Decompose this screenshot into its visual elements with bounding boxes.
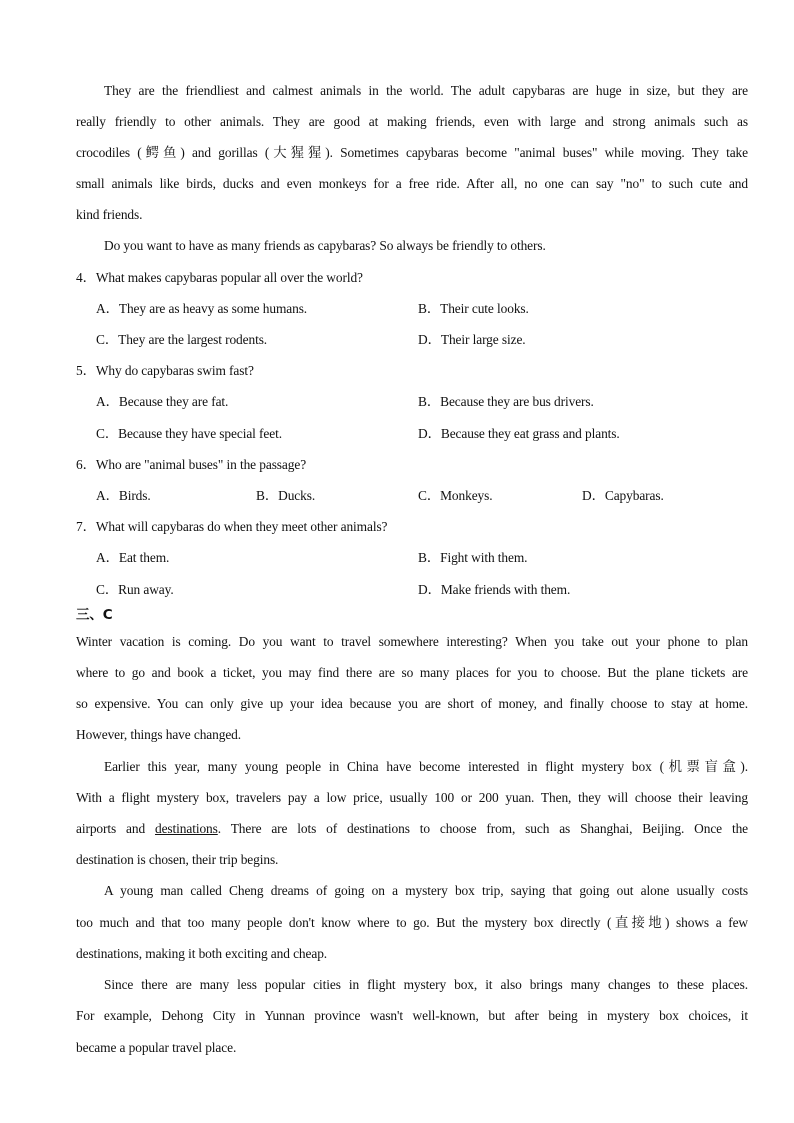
option-c[interactable]: C．Monkeys. (418, 488, 493, 503)
question-stem: 6．Who are "animal buses" in the passage? (76, 457, 307, 472)
option-d[interactable]: D．Their large size. (418, 332, 526, 347)
question-stem: 5．Why do capybaras swim fast? (76, 363, 254, 378)
passage-line: Do you want to have as many friends as capybaras? So always be friendly to others. (104, 238, 546, 253)
option-b[interactable]: B．Their cute looks. (418, 301, 529, 316)
passage-line: Since there are many less popular cities in flight mystery box, it also brings many changes to these places. (104, 977, 748, 992)
underlined-word: destinations (154, 821, 218, 836)
passage-line: They are the friendliest and calmest animals in the world. The adult capybaras are huge in size, but they are (104, 83, 748, 98)
option-b[interactable]: B．Because they are bus drivers. (418, 394, 594, 409)
passage-line (76, 820, 748, 838)
section-heading: 三、C (76, 607, 113, 623)
question-stem: 7．What will capybaras do when they meet other animals? (76, 519, 388, 534)
passage-line: became a popular travel place. (76, 1040, 237, 1055)
option-d[interactable]: D．Make friends with them. (418, 582, 571, 597)
passage-line: where to go and book a ticket, you may find there are so many places for you to choose. But the plane tickets are (76, 665, 748, 680)
passage-line: For example, Dehong City in Yunnan province wasn't well-known, but after being in mystery box choices, it (76, 1008, 748, 1023)
question-stem: 4．What makes capybaras popular all over the world? (76, 270, 363, 285)
passage-line: With a flight mystery box, travelers pay a low price, usually 100 or 200 yuan. Then, they will choose their leaving (76, 790, 748, 805)
passage-line: small animals like birds, ducks and even monkeys for a free ride. After all, no one can say "no" to such cute and (76, 176, 748, 191)
passage-line: However, things have changed. (76, 727, 242, 742)
passage-line: Earlier this year, many young people in China have become interested in flight mystery box (机票盲盒). (104, 759, 748, 774)
line-text: airports and (76, 821, 155, 836)
option-d[interactable]: D．Because they eat grass and plants. (418, 426, 620, 441)
passage-line: really friendly to other animals. They are good at making friends, even with large and strong animals such as (76, 114, 748, 129)
option-a[interactable]: A．Eat them. (96, 550, 170, 565)
option-c[interactable]: C．Run away. (96, 582, 174, 597)
passage-line: kind friends. (76, 207, 143, 222)
passage-line: so expensive. You can only give up your idea because you are short of money, and finally choose to stay at home. (76, 696, 748, 711)
option-c[interactable]: C．Because they have special feet. (96, 426, 282, 441)
passage-line: crocodiles (鳄鱼) and gorillas (大猩猩). Sometimes capybaras become "animal buses" while moving. They take (76, 145, 748, 160)
option-c[interactable]: C．They are the largest rodents. (96, 332, 268, 347)
option-b[interactable]: B．Ducks. (256, 488, 316, 503)
passage-line: too much and that too many people don't know where to go. But the mystery box directly (直接地) shows a few (76, 915, 748, 930)
passage-line: destinations, making it both exciting and cheap. (76, 946, 328, 961)
passage-line: A young man called Cheng dreams of going on a mystery box trip, saying that going out alone usually costs (104, 883, 748, 898)
option-a[interactable]: A．Birds. (96, 488, 151, 503)
line-text: . There are lots of destinations to choose from, such as Shanghai, Beijing. Once the (217, 821, 749, 836)
option-d[interactable]: D．Capybaras. (582, 488, 664, 503)
option-b[interactable]: B．Fight with them. (418, 550, 528, 565)
passage-line: destination is chosen, their trip begins. (76, 852, 279, 867)
passage-line: Winter vacation is coming. Do you want to travel somewhere interesting? When you take out your phone to plan (76, 634, 748, 649)
option-a[interactable]: A．Because they are fat. (96, 394, 229, 409)
option-a[interactable]: A．They are as heavy as some humans. (96, 301, 308, 316)
